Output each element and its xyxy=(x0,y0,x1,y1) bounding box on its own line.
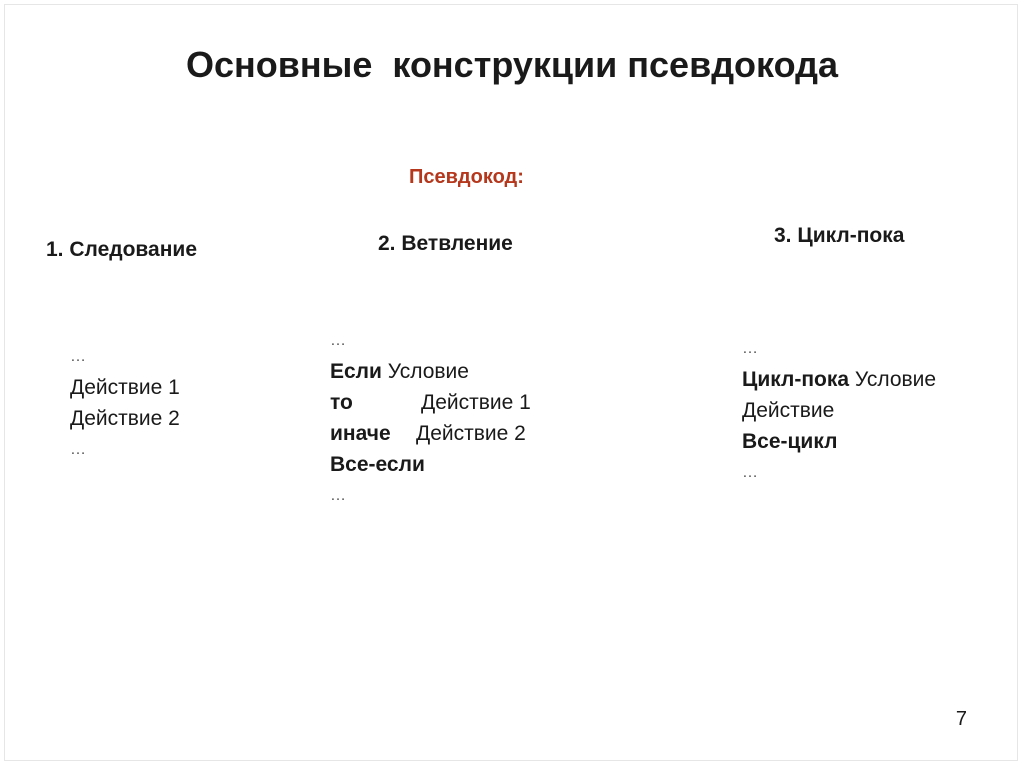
sequence-dots-start: … xyxy=(70,348,86,365)
page-number: 7 xyxy=(955,708,967,730)
heading-branching: 2. Ветвление xyxy=(378,232,513,255)
then-action: Действие 1 xyxy=(421,391,531,414)
if-keyword: Если xyxy=(330,360,382,383)
branching-block xyxy=(330,325,531,511)
slide-title: Основные конструкции псевдокода xyxy=(186,44,838,85)
sequence-action-1: Действие 1 xyxy=(70,376,180,399)
loop-action: Действие xyxy=(742,399,835,422)
else-action: Действие 2 xyxy=(416,422,526,445)
sequence-action-2: Действие 2 xyxy=(70,407,180,430)
sequence-dots-end: … xyxy=(70,441,86,458)
while-loop-block xyxy=(742,333,936,488)
heading-while-loop: 3. Цикл-пока xyxy=(774,224,905,247)
while-keyword: Цикл-пока xyxy=(742,368,850,391)
branching-dots-end: … xyxy=(330,487,346,504)
else-keyword: иначе xyxy=(330,422,391,445)
then-keyword: то xyxy=(330,391,353,414)
branching-if-line xyxy=(330,356,531,387)
branching-else-line xyxy=(330,418,531,449)
endwhile-keyword: Все-цикл xyxy=(742,430,838,453)
loop-while-line xyxy=(742,364,936,395)
loop-dots-start: … xyxy=(742,340,758,357)
if-condition: Условие xyxy=(381,360,469,383)
pseudocode-subtitle: Псевдокод: xyxy=(409,166,524,188)
sequence-block xyxy=(70,341,180,465)
branching-dots-start: … xyxy=(330,332,346,349)
heading-sequence: 1. Следование xyxy=(46,238,197,261)
endif-keyword: Все-если xyxy=(330,453,425,476)
branching-then-line xyxy=(330,387,531,418)
loop-dots-end: … xyxy=(742,464,758,481)
while-condition: Условие xyxy=(849,368,937,391)
